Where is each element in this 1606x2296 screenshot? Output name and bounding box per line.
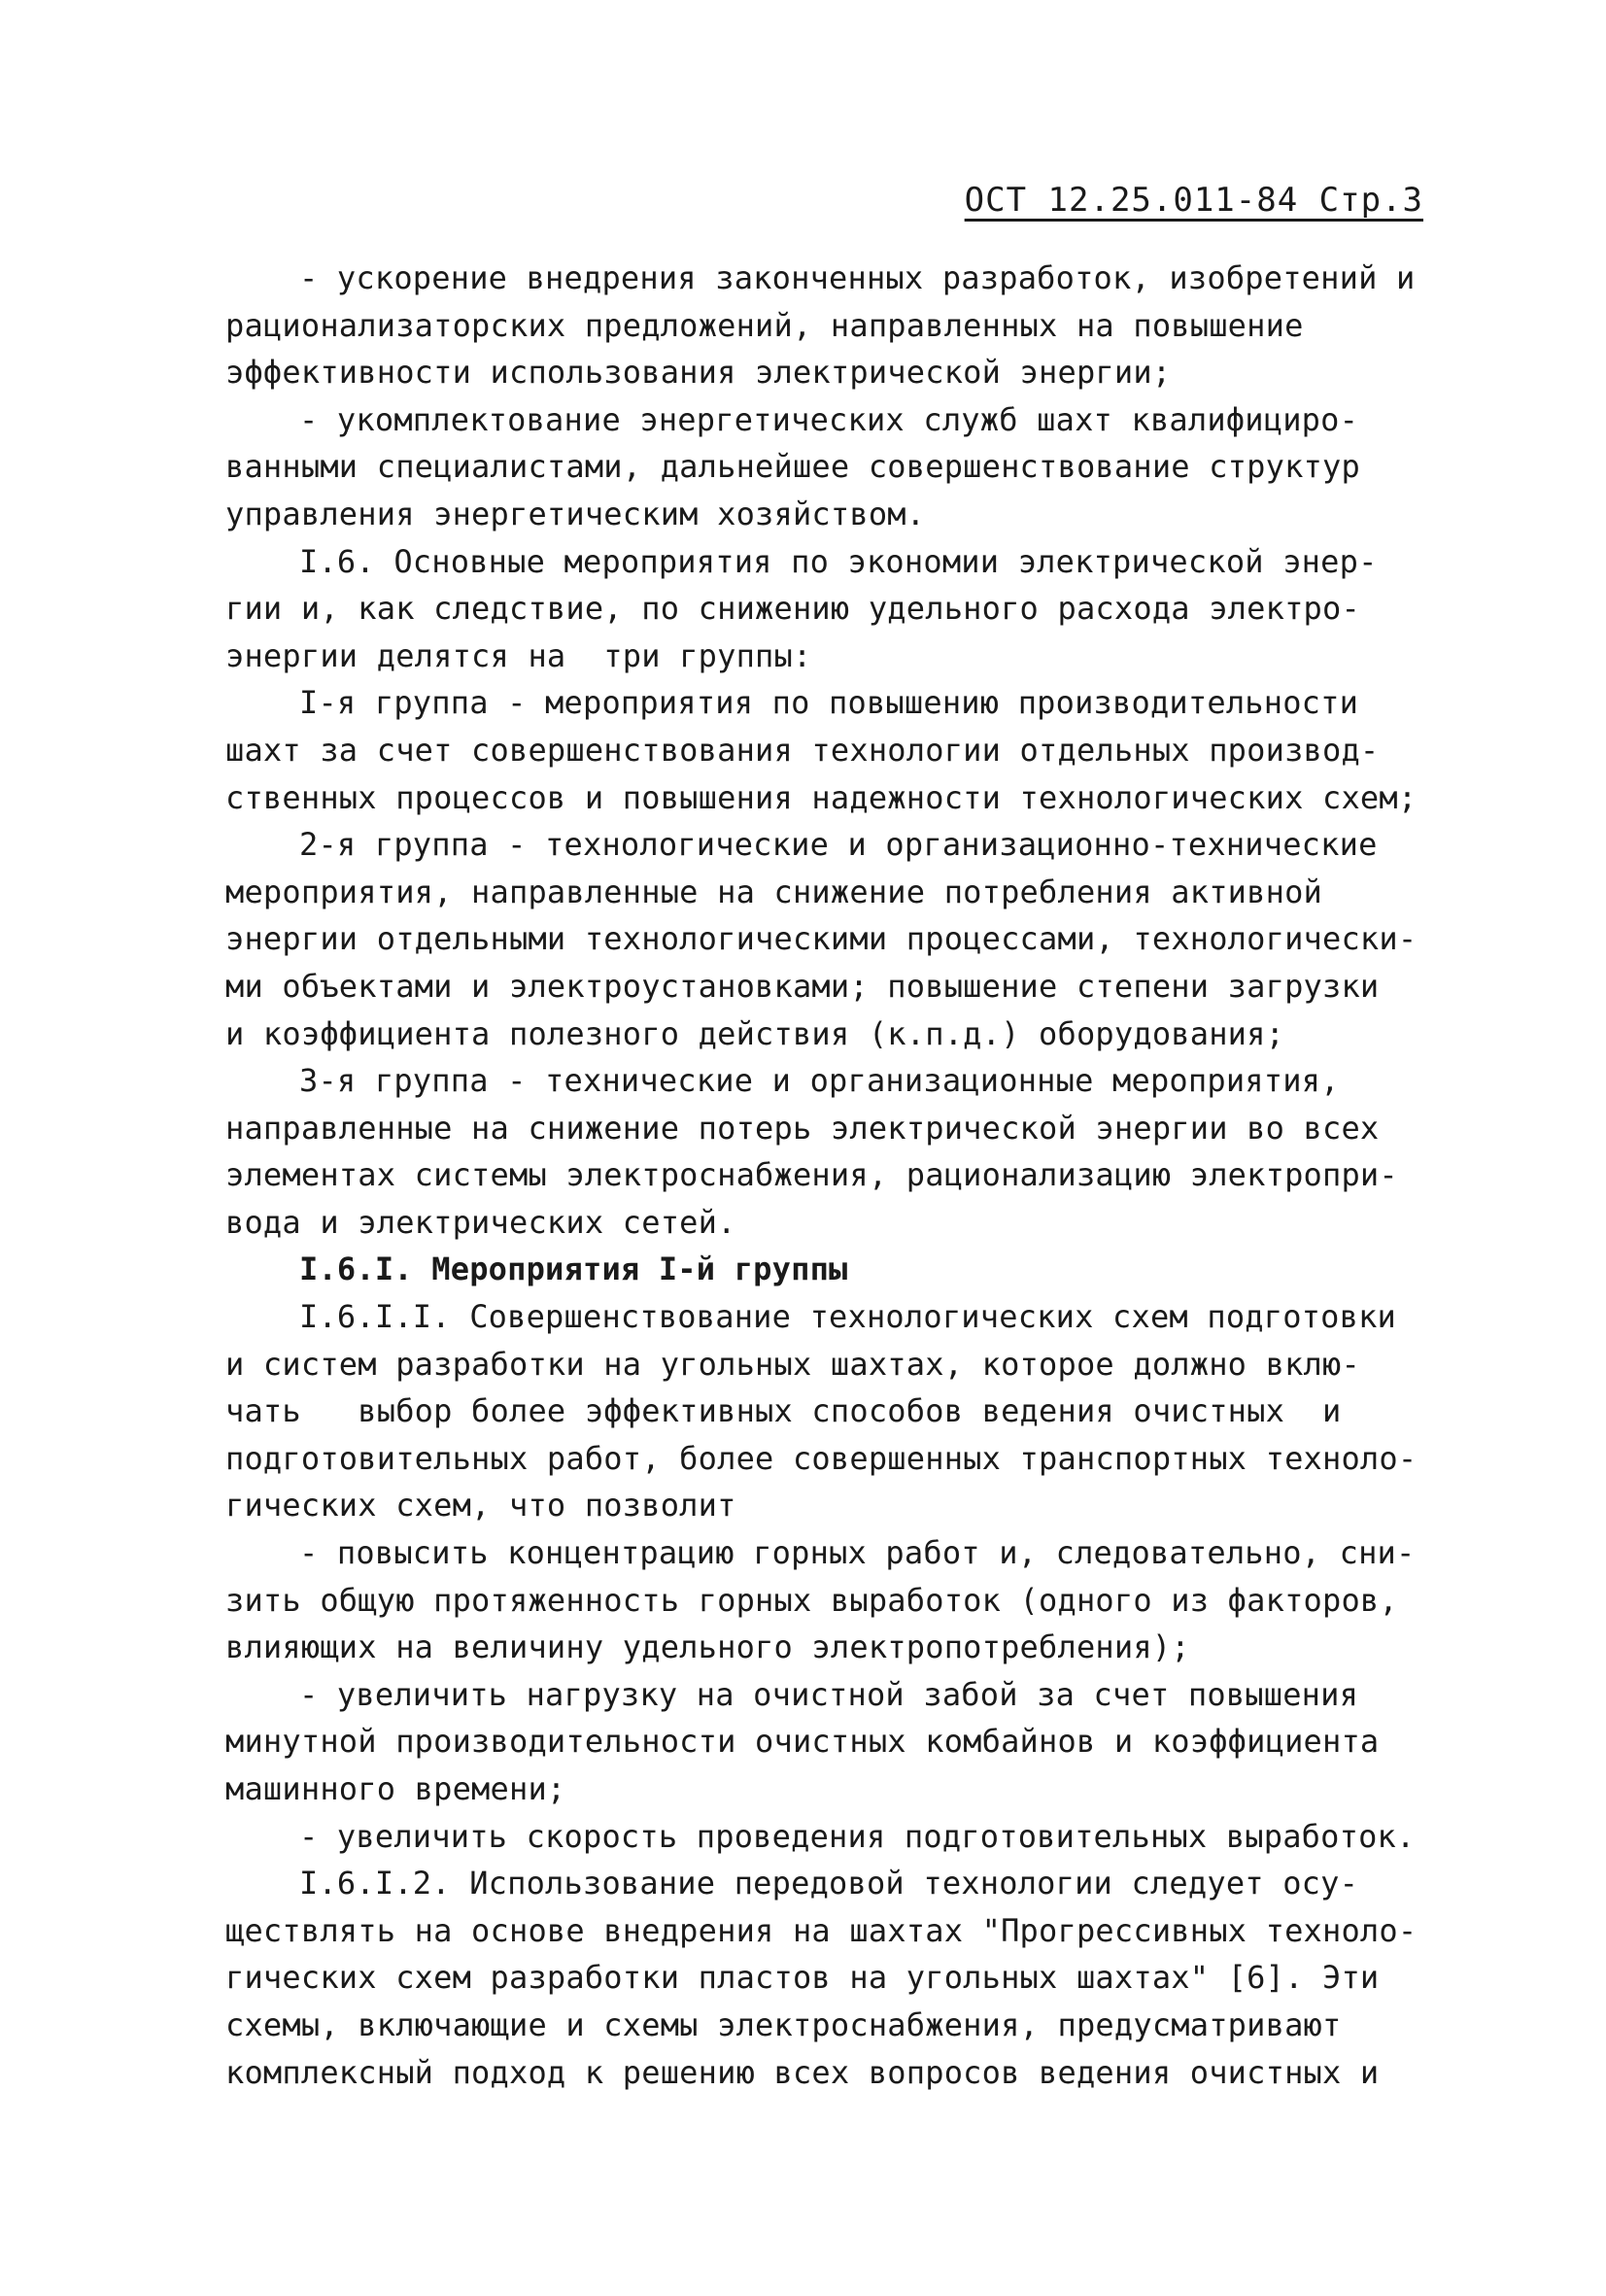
text-line: зить общую протяженность горных выработок (одного из факторов, (225, 1581, 1398, 1619)
section-heading: I.6.I. Мероприятия I-й группы (299, 1251, 848, 1288)
text-line: комплексный подход к решению всех вопросов ведения очистных и (225, 2053, 1380, 2091)
text-line: эффективности использования электрической энергии; (225, 354, 1172, 392)
text-line: ственных процессов и повышения надежности технологических схем; (225, 778, 1418, 816)
text-line: рационализаторских предложений, направленных на повышение (225, 306, 1304, 344)
text-line: гических схем разработки пластов на угольных шахтах" [6]. Эти (225, 1959, 1380, 1997)
text-line: мероприятия, направленные на снижение потребления активной (225, 873, 1323, 910)
text-line: I.6. Основные мероприятия по экономии электрической энер- (299, 542, 1378, 580)
text-line: минутной производительности очистных комбайнов и коэффициента (225, 1723, 1380, 1761)
text-line: - укомплектование энергетических служб шахт квалифициро- (299, 400, 1359, 438)
text-line: элементах системы электроснабжения, рационализацию электропри- (225, 1156, 1398, 1194)
text-line: ми объектами и электроустановками; повышение степени загрузки (225, 967, 1380, 1005)
text-line: вода и электрических сетей. (225, 1203, 736, 1241)
text-line: машинного времени; (225, 1770, 566, 1807)
text-line: - увеличить нагрузку на очистной забой за счет повышения (299, 1675, 1359, 1713)
text-line: схемы, включающие и схемы электроснабжения, предусматривают (225, 2005, 1342, 2043)
text-line: подготовительных работ, более совершенных транспортных техноло- (225, 1439, 1418, 1477)
text-line: 3-я группа - технические и организационные мероприятия, (299, 1062, 1340, 1100)
text-line: ществлять на основе внедрения на шахтах "Прогрессивных техноло- (225, 1911, 1418, 1949)
text-line: - повысить концентрацию горных работ и, следовательно, сни- (299, 1534, 1416, 1572)
text-line: чать выбор более эффективных способов ведения очистных и (225, 1392, 1342, 1430)
page-header: ОСТ 12.25.011-84 Стр.3 (964, 181, 1423, 220)
text-line: направленные на снижение потерь электрической энергии во всех (225, 1109, 1380, 1147)
text-line: и коэффициента полезного действия (к.п.д.) оборудования; (225, 1014, 1285, 1052)
text-line: I-я группа - мероприятия по повышению производительности (299, 684, 1359, 722)
text-line: гии и, как следствие, по снижению удельного расхода электро- (225, 590, 1360, 628)
text-line: 2-я группа - технологические и организационно-технические (299, 826, 1378, 864)
text-line: управления энергетическим хозяйством. (225, 495, 926, 532)
body-text (225, 255, 1430, 2096)
text-line: и систем разработки на угольных шахтах, которое должно вклю- (225, 1345, 1360, 1383)
text-line: I.6.I.I. Совершенствование технологических схем подготовки (299, 1298, 1397, 1336)
text-line: влияющих на величину удельного электропотребления); (225, 1628, 1190, 1666)
text-line: гических схем, что позволит (225, 1487, 736, 1525)
text-line: энергии делятся на три группы: (225, 636, 812, 674)
text-line: энергии отдельными технологическими процессами, технологически- (225, 920, 1418, 958)
text-line: - увеличить скорость проведения подготовительных выработок. (299, 1817, 1416, 1855)
text-line: шахт за счет совершенствования технологии отдельных производ- (225, 731, 1380, 769)
text-line: ванными специалистами, дальнейшее совершенствование структур (225, 448, 1360, 486)
text-line: I.6.I.2. Использование передовой технологии следует осу- (299, 1865, 1359, 1902)
text-line: - ускорение внедрения законченных разработок, изобретений и (299, 259, 1416, 296)
